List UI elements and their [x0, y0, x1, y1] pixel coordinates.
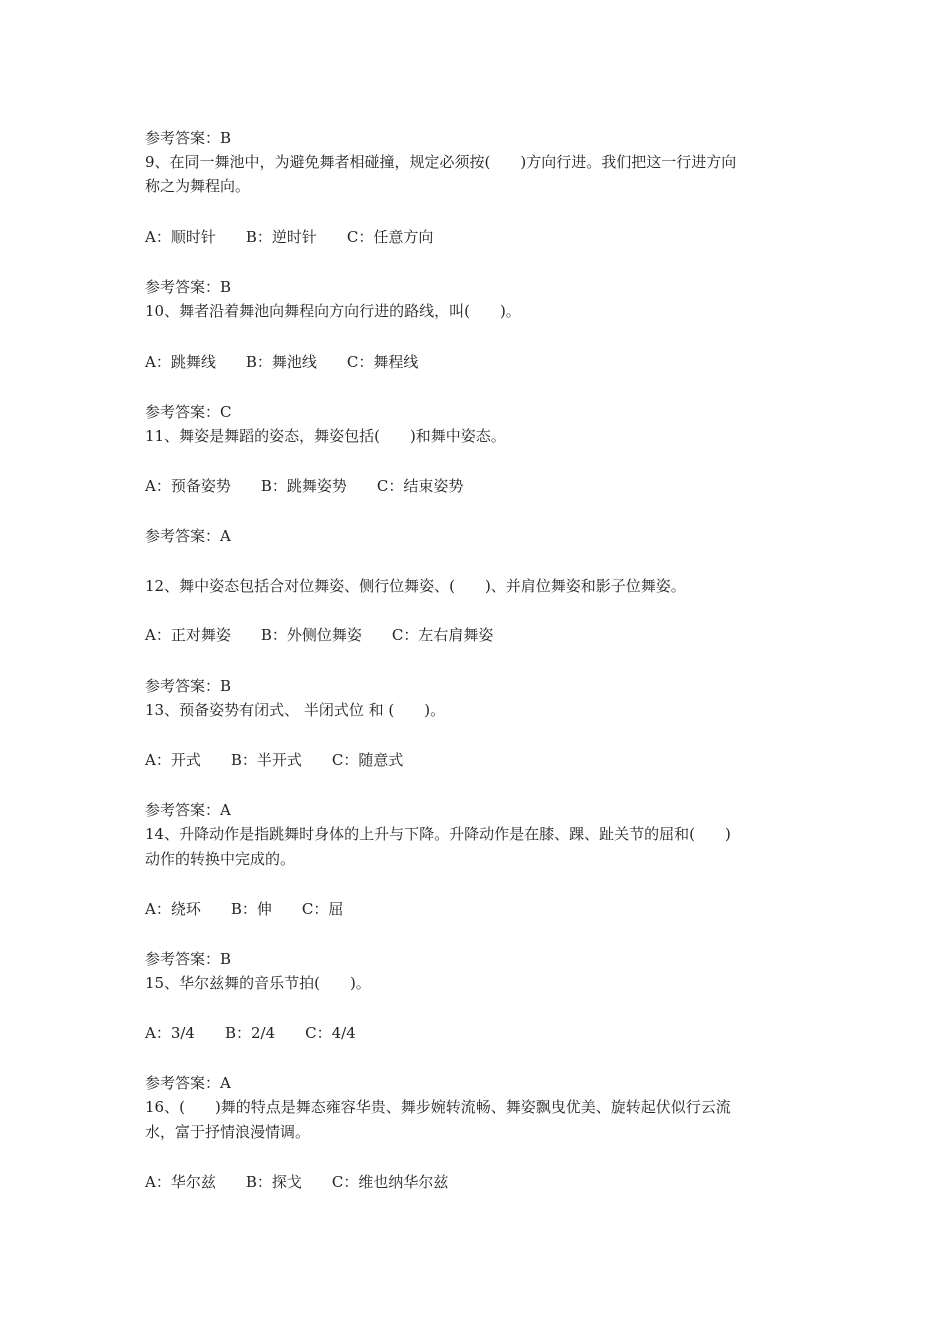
question-14-options: A：绕环 B：伸 C：屈 [145, 900, 344, 918]
question-12-text: 12、舞中姿态包括合对位舞姿、侧行位舞姿、( )、并肩位舞姿和影子位舞姿。 [145, 577, 686, 595]
question-12-options: A：正对舞姿 B：外侧位舞姿 C：左右肩舞姿 [145, 626, 494, 644]
question-13-answer: 参考答案：A [145, 801, 231, 819]
question-16-text: 16、( )舞的特点是舞态雍容华贵、舞步婉转流畅、舞姿飘曳优美、旋转起伏似行云流 [145, 1098, 731, 1116]
question-13-text: 13、预备姿势有闭式、 半闭式位 和 ( )。 [145, 701, 446, 719]
question-14-text: 14、升降动作是指跳舞时身体的上升与下降。升降动作是在膝、踝、趾关节的屈和( ) [145, 825, 731, 843]
question-11-text: 11、舞姿是舞蹈的姿态，舞姿包括( )和舞中姿态。 [145, 427, 506, 445]
question-15-options: A：3/4 B：2/4 C：4/4 [145, 1024, 356, 1042]
question-10-text: 10、舞者沿着舞池向舞程向方向行进的路线，叫( )。 [145, 302, 521, 320]
answer-line: 参考答案：B [145, 129, 232, 147]
question-16-text-cont: 水，富于抒情浪漫情调。 [145, 1123, 311, 1141]
question-9-options: A：顺时针 B：逆时针 C：任意方向 [145, 228, 434, 246]
question-11-answer: 参考答案：A [145, 527, 231, 545]
question-9-answer: 参考答案：B [145, 278, 232, 296]
question-13-options: A：开式 B：半开式 C：随意式 [145, 751, 404, 769]
question-9-text: 9、在同一舞池中，为避免舞者相碰撞，规定必须按( )方向行进。我们把这一行进方向 [145, 153, 737, 171]
question-14-text-cont: 动作的转换中完成的。 [145, 850, 296, 868]
question-14-answer: 参考答案：B [145, 950, 232, 968]
question-11-options: A：预备姿势 B：跳舞姿势 C：结束姿势 [145, 477, 464, 495]
question-10-answer: 参考答案：C [145, 403, 232, 421]
question-15-text: 15、华尔兹舞的音乐节拍( )。 [145, 974, 371, 992]
question-9-text-cont: 称之为舞程向。 [145, 177, 251, 195]
question-15-answer: 参考答案：A [145, 1074, 231, 1092]
question-10-options: A：跳舞线 B：舞池线 C：舞程线 [145, 353, 419, 371]
question-12-answer: 参考答案：B [145, 677, 232, 695]
question-16-options: A：华尔兹 B：探戈 C：维也纳华尔兹 [145, 1173, 449, 1191]
